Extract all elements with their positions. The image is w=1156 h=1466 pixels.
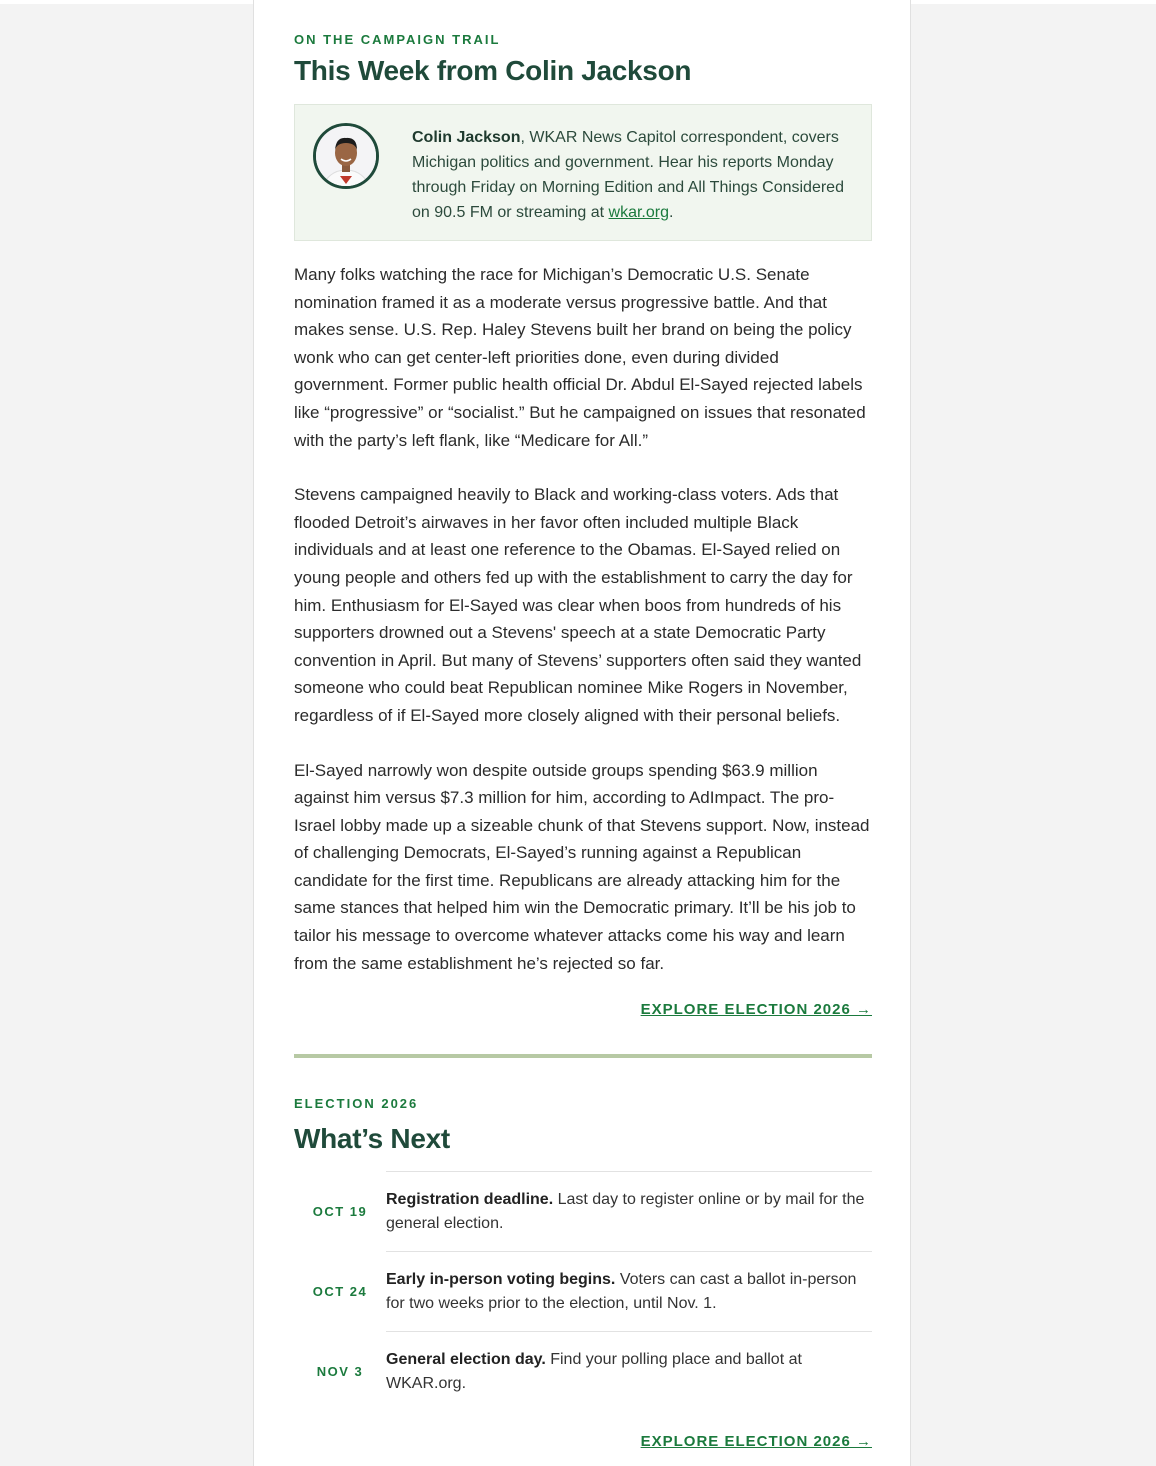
explore-election-link[interactable]: EXPLORE ELECTION 2026 → — [640, 1001, 872, 1019]
events-list — [294, 1171, 872, 1411]
person-photo-icon — [316, 126, 376, 186]
author-name: Colin Jackson — [412, 129, 521, 146]
event-description — [386, 1331, 872, 1411]
event-row — [294, 1331, 872, 1411]
event-headline: Registration deadline. — [386, 1191, 554, 1209]
author-bio-text — [412, 125, 857, 225]
author-avatar — [313, 123, 379, 189]
event-description — [386, 1251, 872, 1331]
event-headline: Early in-person voting begins. — [386, 1271, 616, 1289]
section-kicker: ON THE CAMPAIGN TRAIL — [294, 32, 501, 47]
wkar-link[interactable]: wkar.org — [608, 204, 669, 221]
event-date: NOV 3 — [316, 1363, 364, 1379]
author-bio-box — [294, 104, 872, 241]
author-bio-description: , WKAR News Capitol correspondent, covers Michigan politics and government. Hear his reports Monday through Friday on Morning Edition and All Things Considered on 90.5 FM or streaming at — [412, 129, 844, 221]
event-row — [294, 1251, 872, 1331]
article-paragraph: Stevens campaigned heavily to Black and working-class voters. Ads that flooded Detroit’s airwaves in her favor often included multiple Black individuals and at least one reference to the Obamas. El-Sayed relied on young people and others fed up with the establishment to carry the day for him. Enthusiasm for El-Sayed was clear when boos from hundreds of his supporters drowned out a Stevens' speech at a state Democratic Party convention in April. But many of Stevens’ supporters often said they wanted someone who could beat Republican nominee Mike Rogers in November, regardless of if El-Sayed more closely aligned with their personal beliefs. — [294, 485, 862, 725]
explore-election-link-bottom[interactable]: EXPLORE ELECTION 2026 → — [640, 1433, 872, 1451]
event-text: Last day to register online or by mail for the general election. — [386, 1191, 865, 1233]
article-body — [294, 261, 872, 977]
event-date: OCT 24 — [312, 1283, 368, 1299]
event-text: Find your polling place and ballot at WKAR.org. — [386, 1351, 802, 1393]
section-divider — [294, 1054, 872, 1058]
article-paragraph: Many folks watching the race for Michigan’s Democratic U.S. Senate nomination framed it as a moderate versus progressive battle. And that makes sense. U.S. Rep. Haley Stevens built her brand on being the policy wonk who can get center-left priorities done, even during divided government. Former public health official Dr. Abdul El-Sayed rejected labels like “progressive” or “socialist.” But he campaigned on issues that resonated with the party’s left flank, like “Medicare for All.” — [294, 265, 866, 450]
newsletter-content — [294, 32, 872, 1450]
next-title: What’s Next — [294, 1123, 450, 1155]
event-headline: General election day. — [386, 1351, 546, 1369]
author-bio-end: . — [669, 204, 674, 221]
article-paragraph: El-Sayed narrowly won despite outside groups spending $63.9 million against him versus $7.3 million for him, according to AdImpact. The pro-Israel lobby made up a sizeable chunk of that Stevens support. Now, instead of challenging Democrats, El-Sayed’s running against a Republican candidate for the first time. Republicans are already attacking him for the same stances that helped him win the Democratic primary. It’ll be his job to tailor his message to overcome whatever attacks come his way and learn from the same establishment he’s rejected so far. — [294, 760, 870, 973]
section-title: This Week from Colin Jackson — [294, 55, 692, 86]
newsletter-card — [253, 0, 911, 1466]
event-row — [294, 1171, 872, 1251]
event-description — [386, 1171, 872, 1251]
event-text: Voters can cast a ballot in-person for two weeks prior to the election, until Nov. 1. — [386, 1271, 857, 1313]
next-kicker: ELECTION 2026 — [294, 1096, 419, 1112]
event-date: OCT 19 — [312, 1203, 368, 1219]
